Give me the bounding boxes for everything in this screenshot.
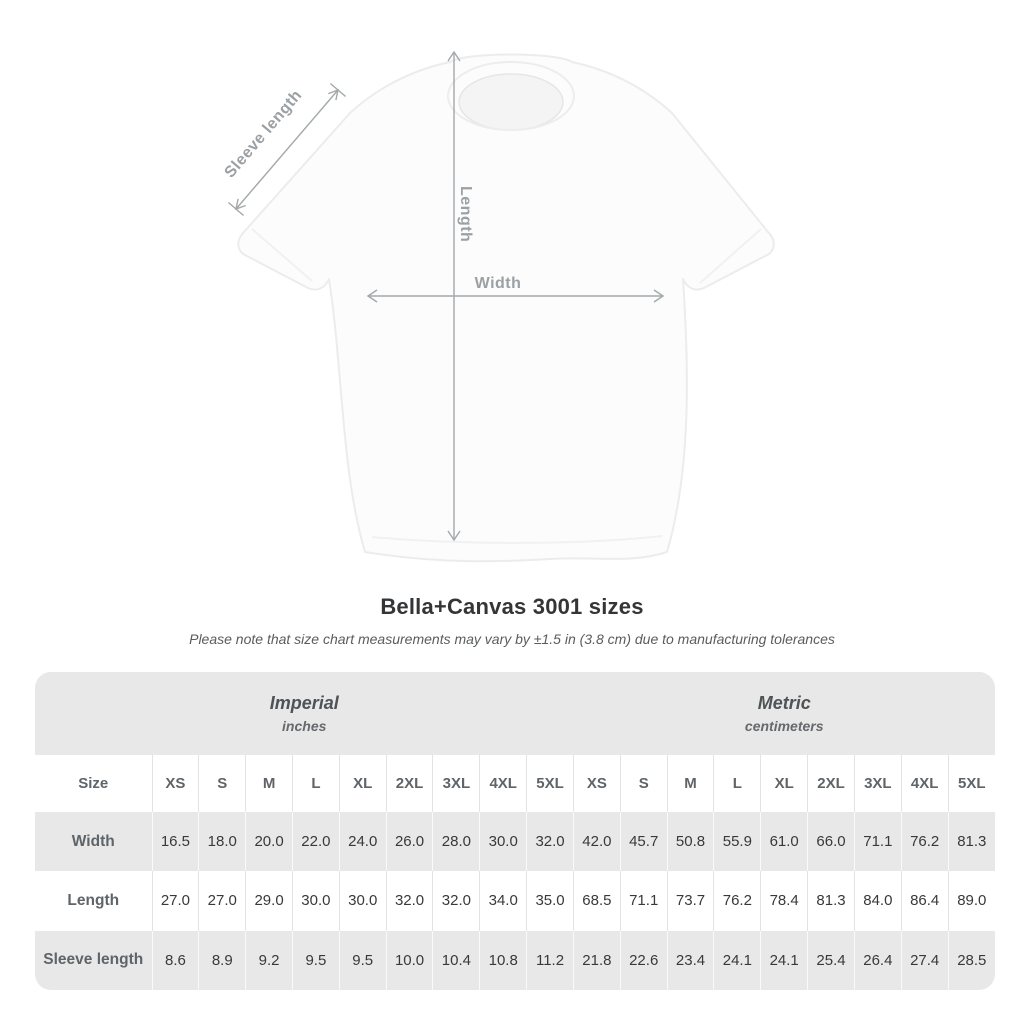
measurement-value: 26.4 [854,931,901,990]
size-header-metric-l: L [714,755,761,812]
measurement-value: 81.3 [808,871,855,930]
size-header-imperial-l: L [292,755,339,812]
measurement-value: 71.1 [620,871,667,930]
measurement-value: 78.4 [761,871,808,930]
width-label: Width [474,275,522,292]
measurement-value: 24.0 [339,812,386,871]
row-label: Sleeve length [35,931,152,990]
tshirt-image [238,55,774,562]
size-header-metric-s: S [620,755,667,812]
measurement-value: 42.0 [573,812,620,871]
imperial-group-header [35,672,573,755]
metric-group-label: Metric [757,693,811,713]
size-header-imperial-3xl: 3XL [433,755,480,812]
size-header-imperial-4xl: 4XL [480,755,527,812]
measurement-value: 32.0 [527,812,574,871]
measurement-value: 22.0 [292,812,339,871]
measurement-value: 89.0 [948,871,995,930]
measurement-value: 20.0 [246,812,293,871]
measurement-value: 86.4 [901,871,948,930]
measurement-value: 9.5 [339,931,386,990]
page-title: Bella+Canvas 3001 sizes [380,594,644,619]
measurement-row [35,812,995,871]
imperial-group-unit: inches [282,718,327,734]
row-label: Width [35,812,152,871]
measurement-value: 35.0 [527,871,574,930]
measurement-value: 30.0 [339,871,386,930]
size-header-imperial-s: S [199,755,246,812]
size-header-imperial-xs: XS [152,755,199,812]
measurement-value: 27.0 [152,871,199,930]
metric-group-unit: centimeters [744,718,824,734]
size-chart-table [35,672,995,990]
size-header-metric-3xl: 3XL [854,755,901,812]
measurement-value: 32.0 [386,871,433,930]
measurement-value: 32.0 [433,871,480,930]
size-header-metric-5xl: 5XL [948,755,995,812]
measurement-value: 29.0 [246,871,293,930]
measurement-value: 30.0 [292,871,339,930]
measurement-value: 10.8 [480,931,527,990]
size-header-metric-m: M [667,755,714,812]
measurement-row [35,871,995,930]
measurement-value: 71.1 [854,812,901,871]
size-chart-card [35,672,995,990]
measurement-value: 34.0 [480,871,527,930]
imperial-group-label: Imperial [269,693,339,713]
measurement-value: 28.5 [948,931,995,990]
size-header-metric-xs: XS [573,755,620,812]
measurement-value: 55.9 [714,812,761,871]
measurement-value: 10.0 [386,931,433,990]
measurement-value: 30.0 [480,812,527,871]
size-header-imperial-xl: XL [339,755,386,812]
measurement-value: 84.0 [854,871,901,930]
size-column-header: Size [35,755,152,812]
measurement-value: 23.4 [667,931,714,990]
size-header-metric-2xl: 2XL [808,755,855,812]
unit-group-row [35,672,995,755]
measurement-value: 16.5 [152,812,199,871]
measurement-value: 61.0 [761,812,808,871]
measurement-row [35,931,995,990]
measurement-value: 25.4 [808,931,855,990]
size-header-row [35,755,995,812]
size-header-metric-xl: XL [761,755,808,812]
measurement-value: 22.6 [620,931,667,990]
measurement-value: 27.4 [901,931,948,990]
measurement-value: 11.2 [527,931,574,990]
metric-group-header [573,672,995,755]
measurement-value: 21.8 [573,931,620,990]
measurement-value: 8.9 [199,931,246,990]
measurement-value: 24.1 [761,931,808,990]
tshirt-size-diagram [200,40,820,580]
collar-opening [459,74,563,130]
size-header-imperial-5xl: 5XL [527,755,574,812]
size-header-imperial-2xl: 2XL [386,755,433,812]
measurement-value: 50.8 [667,812,714,871]
row-label: Length [35,871,152,930]
length-label: Length [457,186,474,243]
measurement-value: 45.7 [620,812,667,871]
sleeve-length-label: Sleeve length [221,86,306,182]
measurement-value: 8.6 [152,931,199,990]
measurement-value: 10.4 [433,931,480,990]
measurement-value: 81.3 [948,812,995,871]
measurement-value: 18.0 [199,812,246,871]
measurement-value: 66.0 [808,812,855,871]
tolerance-note: Please note that size chart measurements may vary by ±1.5 in (3.8 cm) due to manufacturing tolerances [189,631,835,647]
measurement-value: 76.2 [901,812,948,871]
measurement-value: 9.5 [292,931,339,990]
measurement-value: 26.0 [386,812,433,871]
measurement-value: 28.0 [433,812,480,871]
measurement-value: 27.0 [199,871,246,930]
measurement-value: 76.2 [714,871,761,930]
size-header-imperial-m: M [246,755,293,812]
measurement-value: 73.7 [667,871,714,930]
measurement-value: 24.1 [714,931,761,990]
measurement-value: 9.2 [246,931,293,990]
size-header-metric-4xl: 4XL [901,755,948,812]
measurement-value: 68.5 [573,871,620,930]
